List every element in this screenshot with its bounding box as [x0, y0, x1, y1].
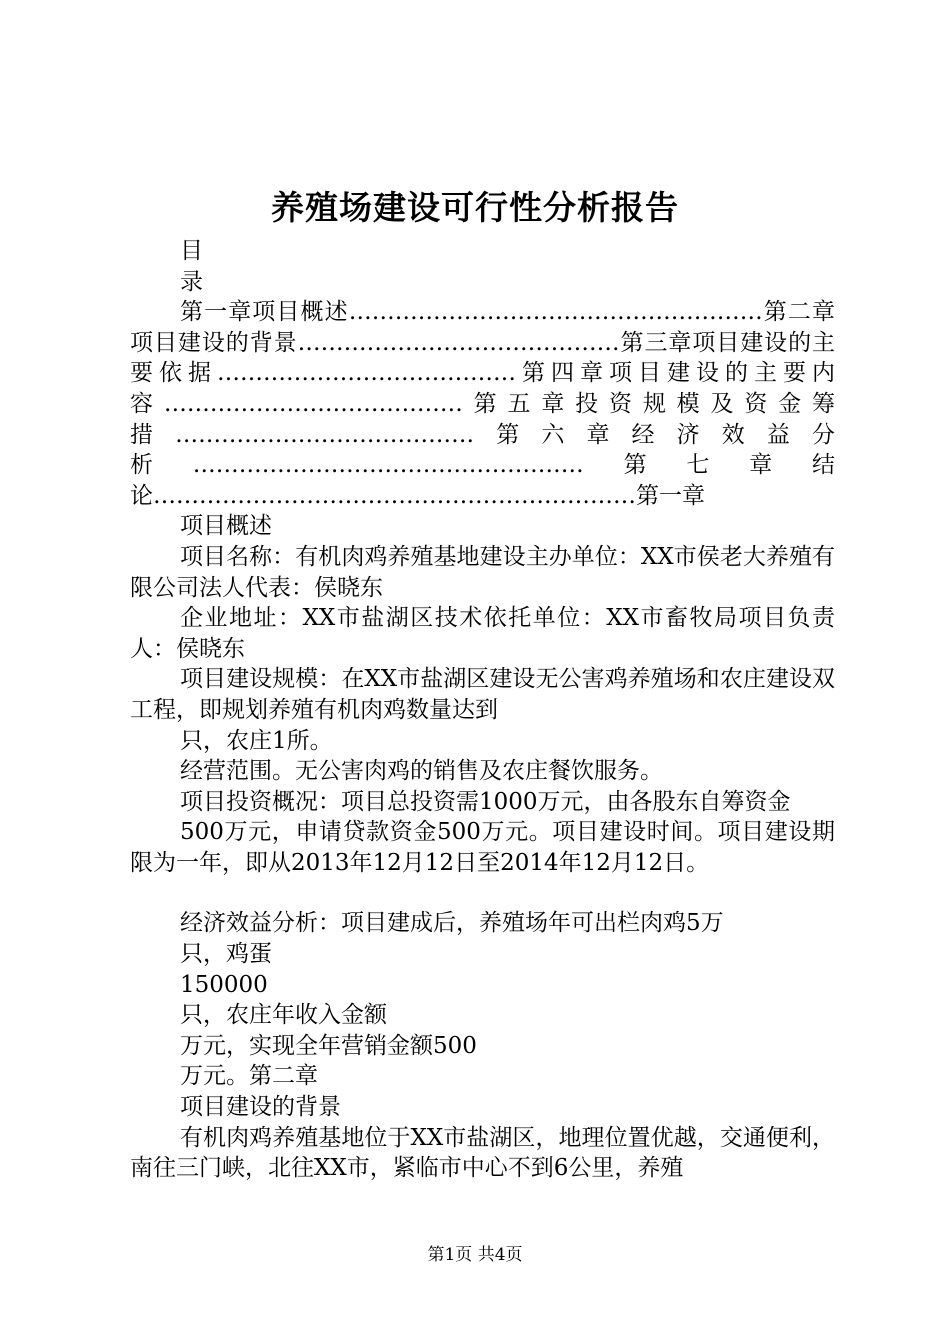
paragraph-background: 有机肉鸡养殖基地位于XX市盐湖区，地理位置优越，交通便利，南往三门峡，北往XX市，紧临市中心不到6公里，养殖: [130, 1124, 835, 1182]
paragraph-benefit-income: 只，农庄年收入金额: [180, 1002, 387, 1029]
paragraph-investment-cont: 500万元，申请贷款资金500万元。项目建设时间。项目建设期限为一年，即从2013年12月12日至2014年12月12日。: [130, 819, 835, 876]
toc-heading-char-2: 录: [180, 268, 203, 295]
paragraph-benefit-number: 150000: [180, 971, 268, 998]
paragraph-benefit-sales: 万元，实现全年营销金额500: [180, 1032, 477, 1059]
paragraph-scale: 项目建设规模：在XX市盐湖区建设无公害鸡养殖场和农庄建设双工程，即规划养殖有机肉鸡数量达到: [130, 666, 835, 723]
paragraph-address: 企业地址：XX市盐湖区技术依托单位：XX市畜牧局项目负责人：侯晓东: [130, 605, 835, 662]
paragraph-scale-cont: 只，农庄1所。: [180, 727, 333, 754]
chapter-2-heading: 项目建设的背景: [180, 1094, 341, 1121]
page-footer: 第1页 共4页: [427, 1245, 523, 1265]
paragraph-benefit: 经济效益分析：项目建成后，养殖场年可出栏肉鸡5万: [180, 910, 724, 937]
paragraph-chapter-2-start: 万元。第二章: [180, 1063, 318, 1090]
document-body: [130, 236, 835, 1184]
document-title: 养殖场建设可行性分析报告: [271, 188, 679, 227]
chapter-1-heading: 项目概述: [180, 513, 272, 540]
paragraph-business-scope: 经营范围。无公害肉鸡的销售及农庄餐饮服务。: [180, 758, 663, 785]
paragraph-project-name: 项目名称：有机肉鸡养殖基地建设主办单位：XX市侯老大养殖有限公司法人代表：侯晓东: [130, 543, 835, 601]
paragraph-benefit-eggs: 只，鸡蛋: [180, 941, 272, 968]
toc-heading-char-1: 目: [180, 238, 203, 264]
paragraph-investment: 项目投资概况：项目总投资需1000万元，由各股东自筹资金: [180, 788, 791, 815]
table-of-contents: 第一章项目概述………………………………………………第二章项目建设的背景……………………………………第三章项目建设的主要依据…………………………………第四章项目建设的主要内容…………………………………第五章投资规模及资金筹措…………………………………第六章经济效益分析……………………………………………第七章结论………………………………………………………第一章: [130, 299, 835, 509]
